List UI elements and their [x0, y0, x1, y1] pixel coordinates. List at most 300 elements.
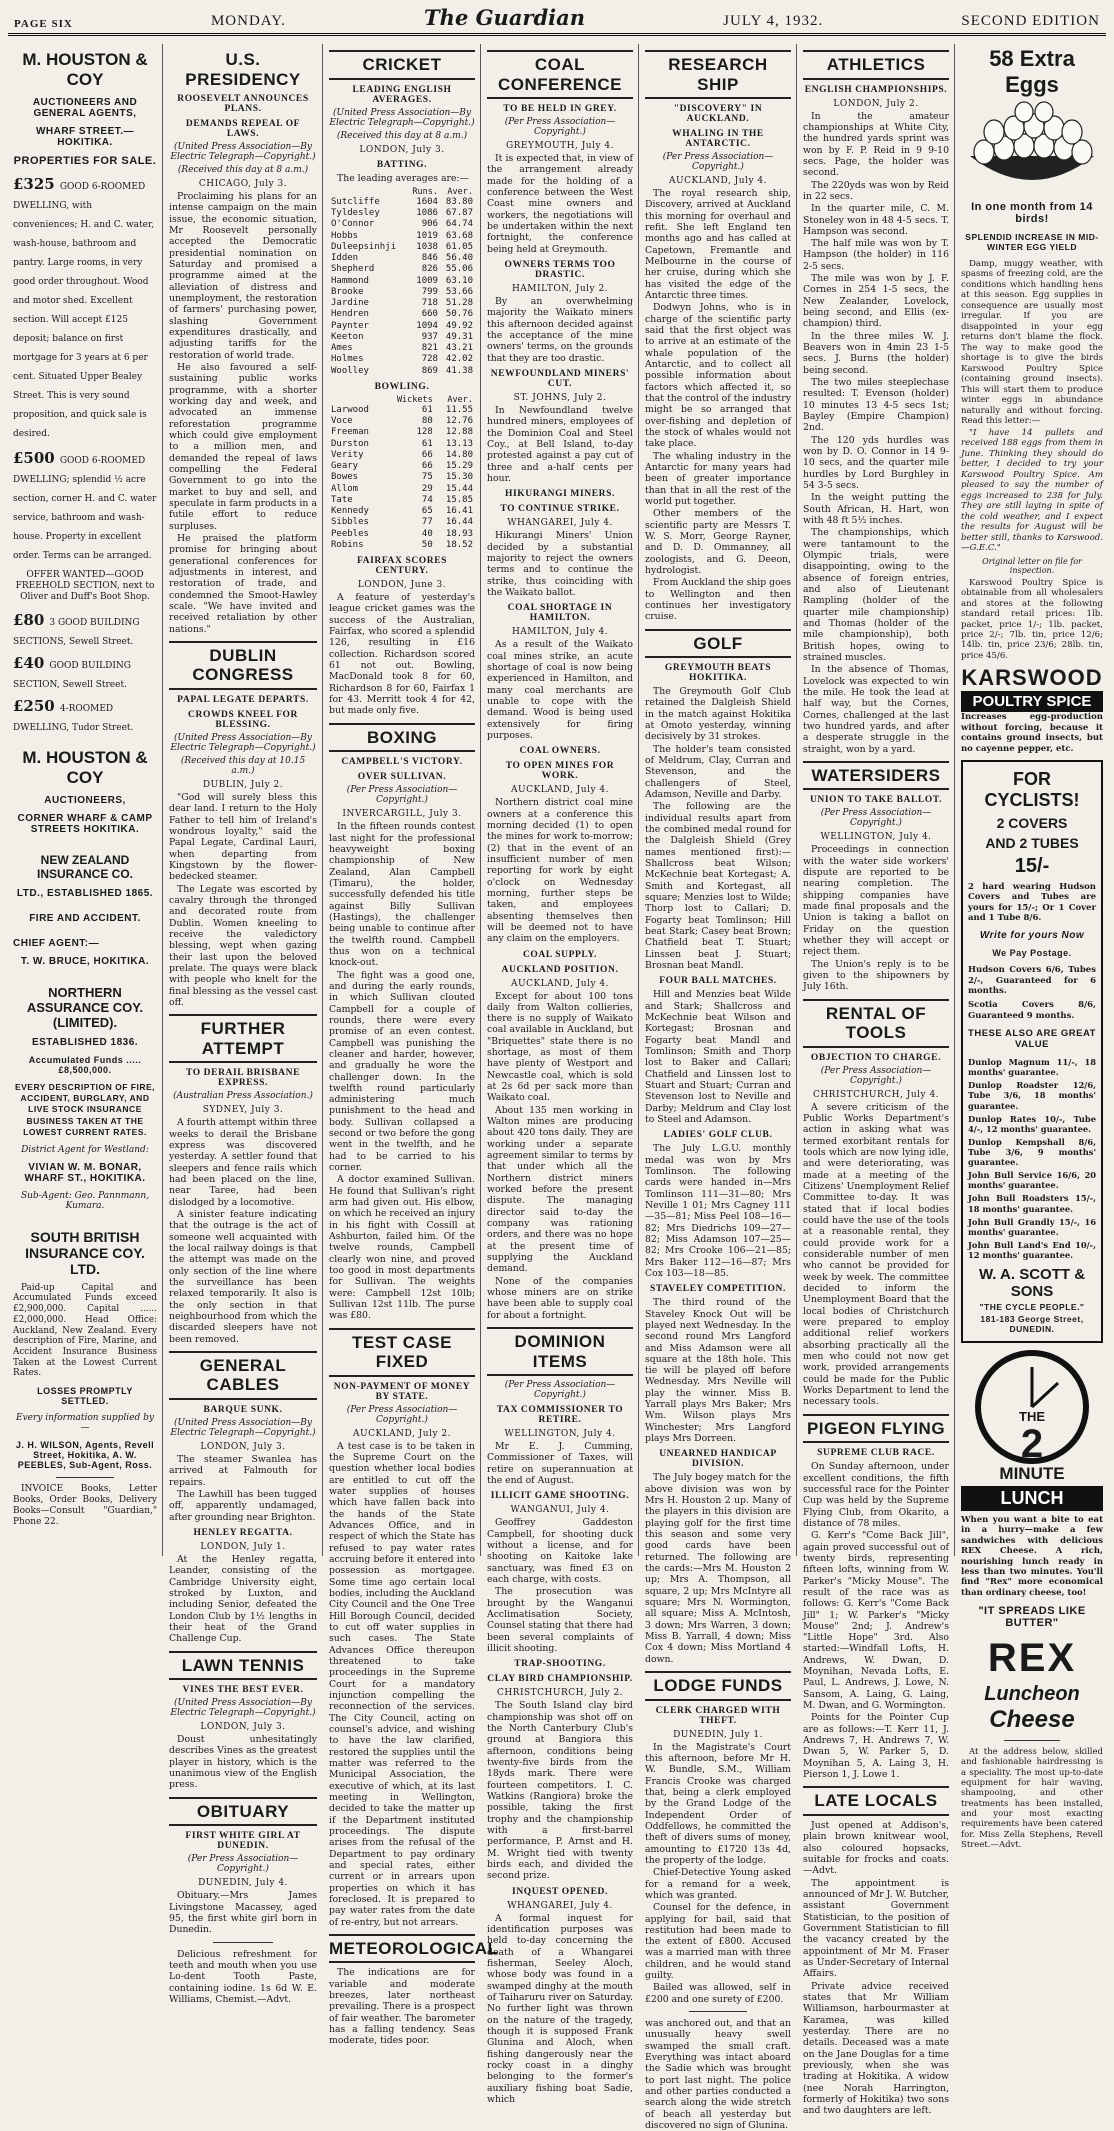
- subheading: BARQUE SUNK.: [203, 1404, 283, 1415]
- news-source: (Per Press Association— Copyright.): [346, 1404, 458, 1425]
- egg-ad-prices: Karswood Poultry Spice is obtainable from all wholesalers and stores at the following standard retail prices: 1lb. packet, price 1/-; 1lb. packet, price 2/-; 7lb. tin, price 12/6; 14lb. tin, price 23/6; 28lb. tin, price 45/6.: [961, 577, 1103, 661]
- article-paragraph: The fight was a good one, and during the early rounds, in which Sullivan clouted Campbell for a couple of rounds, there were every promise of an even contest. Campbell was punishing the cleaner and harder, however, and gradually he wore the challenger down. In the twelfth round particularly administering much punishment to the head and body. Sullivan collapsed a second or two before the gong went in the twelfth, and he had to be carried to his corner.: [329, 969, 475, 1174]
- cyclist-description: 2 hard wearing Hudson Covers and Tubes are yours for 15/-; Or 1 Cover and 1 Tube 8/6.: [968, 881, 1096, 923]
- column-rule: [954, 44, 955, 1556]
- article-paragraph: Proclaiming his plans for an intense campaign on the main issue, the economic situation, Mr Roosevelt personally accepted the Democratic presidential nomination on Saturday and promised a programme aimed at the alleviation of distress and unemployment, the restoration of farmers' purchasing power, slashing Government expenditures drastically, and adjusting tariffs for the restoration of world trade.: [169, 191, 317, 361]
- stat-value: 56.40: [445, 253, 473, 264]
- subheading: TO CONTINUE STRIKE.: [500, 504, 620, 515]
- subheading: COAL SUPPLY.: [522, 949, 598, 960]
- listing-text: OFFER WANTED—GOOD FREEHOLD SECTION, next to Oliver and Duff's Boot Shop.: [15, 570, 155, 602]
- received-time: (Received this day at 10.15 a.m.): [180, 755, 306, 776]
- stat-value: 75: [421, 472, 433, 483]
- article-paragraph: In the Magistrate's Court this afternoon, before Mr H. W. Bundle, S.M., William Francis Crooke was charged that, being a clerk employed by the Grand Lodge of the Independent Order of Oddfellows, he committed the theft of divers sums of money, amounting to £1720 13s 4d, the property of the lodge.: [645, 1741, 791, 1866]
- article-paragraph: The Lawhill has been tugged off, apparently undamaged, after grounding near Brighton.: [169, 1488, 317, 1523]
- batting-row: [329, 231, 475, 242]
- egg-ad-testimonial: "I have 14 pullets and received 188 eggs from them in June. Thinking they should do better, I decided to try your Karswood Poultry Spice. Am pleased to say the number of eggs increased to 238 for July. They are still laying in spite of the cold weather, and I expect the results for August will be better still, thanks to Karswood.—G.E.C.": [961, 427, 1103, 554]
- news-source: (United Press Association—By Electric Telegraph—Copyright.): [170, 1698, 316, 1719]
- news-source: (Per Press Association— Copyright.): [820, 1065, 932, 1086]
- article-paragraph: Except for about 100 tons daily from Walton collieries, there is no supply of Waikato coal available in Auckland, but "Briquettes" state there is no shortage, as most of them have plenty of Westport and Newcastle coal, which is sold at 2s 6d per sack more than Waikato coal.: [487, 990, 633, 1104]
- insurer-agents: J. H. WILSON, Agents, Revell Street, Hokitika, A. W. PEEBLES, Sub-Agent, Ross.: [15, 1440, 155, 1471]
- dateline: WHANGAREI, July 4.: [507, 518, 613, 529]
- column-news-4: [640, 44, 796, 2131]
- news-source: (United Press Association—By Electric Telegraph—Copyright.): [170, 732, 316, 753]
- batting-row: [329, 332, 475, 343]
- subheading: FAIRFAX SCORES CENTURY.: [356, 556, 448, 577]
- column-ads-1: [8, 44, 162, 1556]
- insurer-name: SOUTH BRITISH INSURANCE COY. LTD.: [25, 1228, 145, 1277]
- subheading: BOWLING.: [374, 381, 430, 392]
- property-listing: [13, 174, 157, 440]
- news-source: (Per Press Association— Copyright.): [187, 1854, 299, 1875]
- subheading: INQUEST OPENED.: [512, 1886, 608, 1897]
- column-ads-2: [956, 44, 1108, 1851]
- clock-icon: [962, 1349, 1102, 1409]
- rex-tagline: "IT SPREADS LIKE BUTTER": [978, 1604, 1086, 1629]
- hairdressing-advert: At the address below, skilled and fashionable hairdressing is a speciality. The most up-to-date equipment for hair waving, shampooing, and other treatments has been installed, and your most exacting requirements have been catered for. Miss Zella Stephens, Revell Street.—Advt.: [961, 1746, 1103, 1851]
- subheading: ENGLISH CHAMPIONSHIPS.: [804, 84, 948, 95]
- article-paragraph: The indications are for variable and moderate breezes, later northeast prevailing. There is a prospect of fair weather. The barometer has a falling tendency. Seas moderate, tides poor.: [329, 1967, 475, 2047]
- listing-price: £500: [13, 449, 55, 467]
- classified-advert: Delicious refreshment for teeth and mouth when you use Lo-dent Tooth Paste, containing iodine. 1s 6d W. E. Williams, Chemist.—Advt.: [169, 1948, 317, 2005]
- batting-row: [329, 219, 475, 230]
- cyclist-price: 15/-: [1014, 854, 1050, 877]
- article-paragraph: Chief-Detective Young asked for a remand for a week, which was granted.: [645, 1867, 791, 1901]
- egg-ad-tagline: In one month from 14 birds!: [971, 201, 1093, 225]
- column-rule: [162, 44, 163, 1556]
- stat-value: 18.52: [445, 539, 473, 550]
- table-header-row: [329, 187, 475, 197]
- stat-value: 128: [416, 427, 433, 438]
- news-source: (Per Press Association— Copyright.): [662, 152, 774, 173]
- subheading: TAX COMMISSIONER TO RETIRE.: [496, 1405, 624, 1426]
- list-item: John Bull Service 16/6, 20 months' guarantee.: [968, 1170, 1096, 1191]
- subheading: ROOSEVELT ANNOUNCES PLANS.: [177, 94, 309, 115]
- stat-value: 80: [421, 416, 433, 427]
- column-rule: [796, 44, 797, 1556]
- cyclist-headline: FOR CYCLISTS!: [984, 768, 1080, 810]
- player-name: Jardine: [331, 298, 369, 309]
- property-listing: [13, 610, 157, 648]
- player-name: Bowes: [331, 472, 359, 483]
- property-listing: [13, 653, 157, 691]
- article-paragraph: Northern district coal mine owners at a conference this morning decided (1) to open the mines for work to-morrow; (2) that in the event of an insufficient number of men reporting for work by eight o'clock on Wednesday morning, further steps be taken, and employees absenting themselves then will be deemed not to have any claim on the employers.: [487, 797, 633, 945]
- dateline: INVERCARGILL, July 3.: [342, 809, 462, 820]
- article-paragraph: The championships, which were tantamount to the Olympic trials, were disappointing, owing to the absence of foreign entries, and also of Lieutenant Rampling (holder of the quarter mile championship) and Thomas (holder of the mile championship), both British hopes, owing to strained muscles.: [803, 527, 949, 663]
- subheading: FOUR BALL MATCHES.: [659, 976, 777, 987]
- cheese-advert: [961, 1349, 1103, 1734]
- insurer-funds: Accumulated Funds ..... £8,500,000.: [28, 1055, 142, 1076]
- dateline: CHRISTCHURCH, July 2.: [496, 1688, 624, 1699]
- subheading: LEADING ENGLISH AVERAGES.: [352, 84, 452, 105]
- news-source: (Australian Press Association.): [173, 1091, 313, 1102]
- rex-product-line2: Cheese: [989, 1705, 1075, 1733]
- subheading: HIKURANGI MINERS.: [505, 489, 615, 500]
- article-paragraph: A fourth attempt within three weeks to derail the Brisbane express was discovered yesterday. A settler found that sleepers and fence rails which had been placed on the line, near Taree, had been dislodged by a locomotive.: [169, 1117, 317, 1208]
- article-paragraph: From Auckland the ship goes to Wellington and then continues her investigatory cruise.: [645, 577, 791, 623]
- player-name: Hobbs: [331, 230, 359, 241]
- stat-value: 51.28: [445, 298, 473, 309]
- stat-value: 821: [421, 343, 438, 354]
- cyclist-advert: [961, 760, 1103, 1343]
- list-item: Dunlop Kempshall 8/6, Tube 3/6, 9 months' guarantee.: [968, 1136, 1096, 1168]
- cyclist-subheading: THESE ALSO ARE GREAT VALUE: [968, 1028, 1096, 1051]
- subheading: OVER SULLIVAN.: [357, 772, 447, 783]
- dateline: AUCKLAND, July 2.: [353, 1428, 451, 1439]
- news-source: (Per Press Association— Copyright.): [504, 1380, 616, 1401]
- district-agent-label: District Agent for Westland:: [21, 1144, 149, 1155]
- batting-row: [329, 264, 475, 275]
- batting-row: [329, 197, 475, 208]
- article-paragraph: The appointment is announced of Mr J. W. Butcher, assistant Government Statistician, to the position of Government Statistician to fill the vacancy created by the appointment of Mr M. Fraser as Under-Secretary of Internal Affairs.: [803, 1877, 950, 1980]
- stat-value: 1094: [416, 320, 438, 331]
- lunch-ad-word: MINUTE: [999, 1464, 1065, 1484]
- dateline: GREYMOUTH, July 4.: [505, 141, 615, 152]
- edition-label: SECOND EDITION: [961, 13, 1100, 29]
- dateline: WELLINGTON, July 4.: [504, 1429, 616, 1440]
- batting-row: [329, 276, 475, 287]
- dateline: AUCKLAND, July 4.: [669, 176, 767, 187]
- egg-ad-headline: 58 Extra Eggs: [989, 46, 1075, 97]
- headline: TEST CASE FIXED: [329, 1328, 475, 1377]
- subheading: OWNERS TERMS TOO DRASTIC.: [504, 260, 616, 281]
- article-paragraph: The third round of the Staveley Knock Out will be played next Wednesday. In the second round Mrs Langford and Miss Adamson were all square at the 18th hole. This tie will be played off before Wednesday. Mrs Neville will play the winner. Miss B. Yarrall plays Mrs Baker; Mrs Wm. Wilson plays Mrs Winchester; Mrs Langford plays Mrs Dorreen.: [645, 1297, 791, 1445]
- headline: BOXING: [329, 723, 475, 753]
- district-agent-name: VIVIAN W. M. BONAR, WHARF ST., HOKITIKA.: [24, 1161, 146, 1184]
- column-news-3: [482, 44, 638, 2105]
- bowling-row: [329, 472, 475, 483]
- bowling-row: [329, 427, 475, 438]
- cyclist-offer: AND 2 TUBES: [985, 834, 1079, 851]
- headline: DOMINION ITEMS: [487, 1327, 633, 1376]
- property-listing: [13, 448, 157, 562]
- article-paragraph: In the quarter mile, C. M. Stoneley won in 48 4-5 secs. T. Hampson was second.: [803, 203, 949, 237]
- article-paragraph: The prosecution was brought by the Wanganui Acclimatisation Society, Counsel stating that there had been several complaints of illicit shooting.: [487, 1586, 633, 1655]
- cyclist-offer: 2 COVERS: [996, 814, 1068, 831]
- eggs: [974, 102, 1092, 164]
- dateline: DUNEDIN, July 1.: [673, 1729, 763, 1740]
- player-name: Duleepsinhji: [331, 241, 397, 252]
- batting-row: [329, 208, 475, 219]
- player-name: Tyldesley: [331, 208, 380, 219]
- subheading: "DISCOVERY" IN AUCKLAND.: [673, 104, 763, 125]
- firm-address: CORNER WHARF & CAMP STREETS HOKITIKA.: [17, 813, 153, 836]
- article-paragraph: A severe criticism of the Public Works Department's action in asking what was termed exorbitant rentals for tools which are now lying idle, and were deteriorating, was made at a meeting of the Citizens' Unemployment Relief Committee to-day. It was stated that if local bodies could have the use of the tools at a reasonable rental, they could provide work for a considerable number of men who cannot be provided for week by week. The committee decided to inform the Unemployment Board that the local bodies of Christchurch were prepared to employ additional relief workers absorbing practically all the men who could not now get work, provided arrangements could be made for the Public Works Department to lend the necessary tools.: [803, 1101, 949, 1408]
- brand-tagline: Increases egg-production without forcing, because it contains ground insects, but no cayenne pepper, etc.: [961, 712, 1103, 754]
- dateline: HAMILTON, July 4.: [511, 627, 609, 638]
- article-paragraph: The 220yds was won by Reid in 22 secs.: [803, 179, 949, 202]
- player-name: Allom: [331, 483, 359, 494]
- dateline: LONDON, June 3.: [357, 580, 447, 591]
- headline: LODGE FUNDS: [645, 1671, 791, 1701]
- headline: OBITUARY: [169, 1797, 317, 1827]
- batting-row: [329, 253, 475, 264]
- headline: RENTAL OF TOOLS: [803, 999, 949, 1048]
- article-paragraph: Obituary.—Mrs James Livingstone Macassey, aged 95, the first white girl born in Dunedin.: [169, 1890, 317, 1936]
- article-paragraph: The steamer Swanlea has arrived at Falmouth for repairs.: [169, 1453, 317, 1488]
- article-paragraph: Dodwyn Johns, who is in charge of the scientific party said that the first object was to arrive at an estimate of the whale population of the Antarctic, and to collect all possible information about factors which affected it, so that the control of the industry might be so arranged that over-fishing and depletion of the stock of whales would not take place.: [645, 302, 791, 450]
- stat-value: 66: [421, 449, 433, 460]
- player-name: Voce: [331, 416, 353, 427]
- article-paragraph: The half mile was won by T. Hampson (the holder) in 116 2-5 secs.: [803, 238, 949, 272]
- subheading: TO DERAIL BRISBANE EXPRESS.: [185, 1068, 301, 1089]
- player-name: Kennedy: [331, 506, 369, 517]
- article-paragraph: The South Island clay bird championship was shot off on the North Canterbury Club's ground at Bangiora this afternoon, conditions being twenty-five birds from the 18yds mark. There were fourteen competitors. I. C. Watkins (Rangiora) broke the possible, taking the first trophy and the championship with a first-barrel performance, P. Arnst and H. M. Wright tied with twenty birds each, and divided the second prize.: [487, 1700, 633, 1882]
- article-paragraph: In the three miles W. J. Beavers won in 4min 23 1-5 secs. J. Burns (the holder) being second.: [803, 330, 949, 376]
- insurer-name: NEW ZEALAND INSURANCE CO.: [36, 853, 133, 882]
- subheading: FIRST WHITE GIRL AT DUNEDIN.: [185, 1831, 301, 1852]
- property-listing: [13, 696, 157, 734]
- stat-value: 61: [421, 438, 433, 449]
- news-source: (Per Press Association— Copyright.): [504, 117, 616, 138]
- subheading: GREYMOUTH BEATS HOKITIKA.: [664, 663, 772, 684]
- column-rule: [480, 44, 481, 1556]
- subheading: UNEARNED HANDICAP DIVISION.: [659, 1449, 777, 1470]
- subheading: BATTING.: [376, 159, 428, 170]
- player-name: Idden: [331, 253, 359, 264]
- player-name: Larwood: [331, 404, 369, 415]
- subheading: COAL OWNERS.: [519, 746, 601, 757]
- subheading: NEWFOUNDLAND MINERS' CUT.: [490, 369, 630, 390]
- article-paragraph: The royal research ship, Discovery, arrived at Auckland this morning for overhaul and refit. She left England ten months ago and has called at Capetown, Fremantle and Melbourne in the course of her cruise, during which she has visited the edge of the Antarctic three times.: [645, 188, 791, 302]
- player-name: Ames: [331, 343, 353, 354]
- article-paragraph: The Legate was escorted by cavalry through the thronged and decorated route from Dublin. Women kneeling to receive the valedictory blessing, wept when gazing their last upon the beloved prelate. The quays were black with people who knelt for the final blessing as the vessel cast off.: [169, 883, 317, 1008]
- stat-value: 53.66: [445, 286, 473, 297]
- article-paragraph: G. Kerr's "Come Back Jill", again proved successful out of twenty birds, representing fifteen lofts, winning from W. Parker's "Micky Mouse". The result of the race was as follows: G. Kerr's "Come Back Jill" 1; W. Parker's "Micky Mouse" 2nd; J. Andrew's "Little Hope" 3rd. Also started:—Windfall Lofts, H. Andrews, W. Dwan, D. Moynihan, Nevada Lofts, E. Paul, L. Andrews, J. Lowe, N. Sansom, A. Laing, G. Laing, M. Dwan, and G. Wormington.: [803, 1530, 949, 1712]
- article-paragraph: In the weight putting the South African, H. Hart, won with 48 ft 5½ inches.: [803, 492, 949, 527]
- dateline: LONDON, July 3.: [200, 1441, 286, 1452]
- firm-subtitle: AUCTIONEERS,: [44, 795, 126, 807]
- player-name: Shepherd: [331, 264, 375, 275]
- stat-value: 1604: [416, 196, 438, 207]
- stat-value: 66: [421, 461, 433, 472]
- stat-value: 61.05: [445, 241, 473, 252]
- bowling-row: [329, 405, 475, 416]
- insurer-lines: FIRE AND ACCIDENT.: [29, 913, 141, 925]
- firm-name: M. HOUSTON & COY: [22, 748, 148, 788]
- column-header: Aver.: [447, 394, 473, 405]
- stat-value: 906: [421, 219, 438, 230]
- subheading: CROWDS KNEEL FOR BLESSING.: [188, 709, 298, 730]
- masthead: [8, 6, 1106, 36]
- article-paragraph: At the Henley regatta, Leander, consisting of the Cambridge University eight, stroked by Luxton, and including Senior, defeated the London Club by 1½ lengths in their heat of the Grand Challenge Cup.: [169, 1553, 317, 1645]
- cyclist-firm-tagline: "THE CYCLE PEOPLE.": [979, 1302, 1085, 1313]
- list-item: Dunlop Roadster 12/6, Tube 3/6, 18 months' guarantee.: [968, 1080, 1096, 1111]
- subheading: TO OPEN MINES FOR WORK.: [505, 761, 615, 782]
- stat-value: 869: [421, 365, 438, 376]
- article-paragraph: A sinister feature indicating that the outrage is the act of someone well acquainted with the local railway doings is that the attempt was made on the only section of the line where the surveillance has been relaxed temporarily. It also is the only section in that neighbourhood from which the discarded sleepers have not been removed.: [169, 1208, 317, 1345]
- egg-basket-illustration: [962, 104, 1102, 194]
- column-header: Aver.: [447, 186, 473, 197]
- stat-value: 64.74: [445, 219, 473, 230]
- subheading: CAMPBELL'S VICTORY.: [341, 757, 463, 768]
- player-name: Hammond: [331, 275, 369, 286]
- lunch-ad-word: THE: [1019, 1409, 1045, 1425]
- bowling-row: [329, 495, 475, 506]
- player-name: Verity: [331, 449, 364, 460]
- news-source: (United Press Association—By Electric Telegraph—Copyright.): [170, 1417, 316, 1438]
- batting-row: [329, 298, 475, 309]
- article-paragraph: The following are the individual results apart from the combined medal round for the Dalgleish Shield (Grey names mentioned first):—Shallcross beat Wilson; McKechnie beat Kortegast; A. Smith and Kortegast, all square; Menzies lost to Wilde; Thorp lost to Callari; D. Fogarty beat Tomlinson; Hill beat Stark; Casey beat Brown; Chatfield beat T. Stuart; Linssen beat J. Stuart; Brosnan beat Mandl.: [645, 801, 791, 971]
- player-name: Sibbles: [331, 517, 369, 528]
- stat-value: 1019: [416, 230, 438, 241]
- article-paragraph: As a result of the Waikato coal mines strike, an acute shortage of coal is now being experienced in Hamilton, and many coal merchants are unable to cope with the demand. Wood is being used extensively for firing purposes.: [487, 639, 633, 741]
- listing-price: £40: [13, 654, 45, 673]
- bowling-averages-table: [329, 395, 475, 551]
- stat-value: 40: [421, 528, 433, 539]
- player-name: Robins: [331, 539, 364, 550]
- dateline: WELLINGTON, July 4.: [820, 832, 932, 843]
- headline: LAWN TENNIS: [169, 1651, 317, 1681]
- article-paragraph: A formal inquest for identification purposes was held to-day concerning the death of a Whangarei fisherman, Seeley Aloch, whose body was found in a swamped dinghy at the mouth of Taiharuru river on Saturday. No further light was thrown on the nature of the tragedy, though it is supposed Frank Glunina and Aloch, when fishing dangerously near the rocky coast in a dinghy belonging to the former's auxiliary fishing boat Sadie, which: [487, 1912, 633, 2105]
- cyclist-firm-address: 181-183 George Street, DUNEDIN.: [980, 1314, 1084, 1335]
- player-name: Brooke: [331, 286, 364, 297]
- stat-value: 728: [421, 354, 438, 365]
- stat-value: 49.92: [445, 320, 473, 331]
- headline: CRICKET: [329, 50, 475, 80]
- subheading: DEMANDS REPEAL OF LAWS.: [185, 119, 301, 140]
- headline: ATHLETICS: [803, 50, 949, 80]
- lunch-ad-number: 2: [1020, 1422, 1044, 1467]
- headline: RESEARCH SHIP: [645, 50, 791, 99]
- article-paragraph: was anchored out, and that an unusually heavy swell swamped the small craft. Everything was intact aboard the Sadie which was brought to port last night. The police and other parties conducted a search along the wide stretch of beach all yesterday but discovered no sign of Glunina.: [645, 2018, 791, 2131]
- article-paragraph: In the amateur championships at White City, the hundred yards sprint was won by F. P. Reid in 9 9-10 secs. Page, the holder was second.: [803, 110, 949, 179]
- stat-value: 49.31: [445, 331, 473, 342]
- article-paragraph: The Union's reply is to be given to the shipowners by July 16th.: [803, 958, 949, 993]
- headline: PIGEON FLYING: [803, 1414, 949, 1444]
- player-name: Geary: [331, 461, 359, 472]
- player-name: Durston: [331, 438, 369, 449]
- stat-value: 77: [421, 517, 433, 528]
- dateline: AUCKLAND, July 4.: [511, 978, 609, 989]
- cyclist-cta: Write for yours Now: [979, 930, 1085, 942]
- stat-value: 1086: [416, 208, 438, 219]
- article-paragraph: Private advice received states that Mr William Williamson, harbourmaster at Karamea, was killed yesterday. There are no details. Deceased was a mate on the Jane Douglas for a time previously, when she was trading at Hokitika. A widow (nee Norah Harrington, formerly of Hokitika) two sons and two daughters are left.: [803, 1980, 949, 2117]
- stat-value: 15.30: [445, 472, 473, 483]
- bowling-row: [329, 506, 475, 517]
- list-item: Hudson Covers 6/6, Tubes 2/-, Guaranteed for 6 months.: [968, 965, 1096, 997]
- article-paragraph: Just opened at Addison's, plain brown knitwear wool, also coloured hopsacks, suitable for frocks and coats.—Advt.: [803, 1819, 949, 1877]
- divider: [56, 1477, 114, 1478]
- firm-subtitle: AUCTIONEERS AND GENERAL AGENTS,: [32, 97, 138, 119]
- stat-value: 67.87: [445, 208, 473, 219]
- headline: METEOROLOGICAL: [329, 1934, 475, 1964]
- headline: WATERSIDERS: [803, 761, 949, 791]
- dateline: LONDON, July 3.: [200, 1722, 286, 1733]
- received-time: (Received this day at 8 a.m.): [177, 165, 309, 176]
- bowling-row: [329, 450, 475, 461]
- dateline: CHRISTCHURCH, July 4.: [812, 1089, 940, 1100]
- bowling-row: [329, 461, 475, 472]
- printing-advert: INVOICE Books, Letter Books, Order Books, Delivery Books—Consult "Guardian," Phone 22.: [13, 1484, 157, 1527]
- received-time: (Received this day at 8 a.m.): [336, 130, 468, 141]
- batting-rows: [329, 197, 475, 377]
- article-paragraph: The two miles steeplechase resulted: T. Evenson (holder) 10 minutes 13 4-5 secs 1st; Bayley (Empire Champion) 2nd.: [803, 377, 949, 434]
- player-name: Freeman: [331, 427, 369, 438]
- column-header: Runs.: [412, 186, 438, 197]
- subheading: CLERK CHARGED WITH THEFT.: [655, 1705, 781, 1726]
- article-paragraph: Bailed was allowed, self in £200 and one surety of £200.: [645, 1982, 791, 2005]
- egg-ad-body: Damp, muggy weather, with spasms of freezing cold, are the conditions which handling hens at this season. Egg supplies in consequence are usually most irregular. If you are disappointed in your egg returns don't blame the flock. The way to make good the shortage is to give the birds Karswood Poultry Spice (containing ground insects). This will start them to produce winter eggs in abundance naturally and without forcing. Read this letter:—: [961, 259, 1103, 427]
- article-paragraph: A test case is to be taken in the Supreme Court on the question whether local bodies are entitled to cut off the water supplies of houses which have fallen back into the hands of the State Advances Office, and in respect of which the State has refused to pay water rates accruing before it entered into possession as mortgagee. Some time ago certain local bodies, including the Auckland City Council and the One Tree Hill Borough Council, decided to cut off water supplies in such cases. The State Advances Office thereupon threatened to take proceedings in the Supreme Court for a mandatory injunction compelling the reconnection of the services. The City Council, acting on counsel's advice, and wishing to have the law clarified, restored the supplies until the matter was referred to the Municipal Association, the executive of which, at its last meeting in Wellington, decided to take the matter up if the Department instituted proceedings. The dispute arises from the refusal of the Department to pay ordinary and special rates, either current or in arrears upon properties on which it has foreclosed. It is prepared to pay water rates from the date of re-entry, but not arrears.: [329, 1440, 475, 1928]
- article-paragraph: Geoffrey Gaddeston Campbell, for shooting duck without a license, and for shooting on Kaitoke lake sanctuary, was fined £3 on each charge, with costs.: [487, 1517, 633, 1586]
- player-name: Sutcliffe: [331, 196, 380, 207]
- listing-price: £325: [13, 175, 55, 193]
- stat-value: 55.06: [445, 264, 473, 275]
- egg-ad-subheading: SPLENDID INCREASE IN MID-WINTER EGG YIELD: [965, 232, 1099, 252]
- article-paragraph: The July L.G.U. monthly medal was won by Mrs Tomlinson. The following cards were handed in—Mrs Tomlinson 111—31—80; Mrs Neville 1 01; Mrs Cagney 111—35—81; Miss Peel 108—16—82; Mrs Diedrichs 109—27—82; Miss Adamson 107—25—82; Mrs Crooke 106—21—85; Mrs Baker 112—16—87; Mrs Cox 103—18—85.: [645, 1143, 791, 1279]
- stat-value: 11.55: [445, 404, 473, 415]
- cyclist-postage: We Pay Postage.: [992, 948, 1072, 959]
- stat-value: 65: [421, 506, 433, 517]
- article-paragraph: The whaling industry in the Antarctic for many years had been of greater importance than that in all the rest of the world put together.: [645, 450, 791, 507]
- batting-row: [329, 354, 475, 365]
- subheading: AUCKLAND POSITION.: [501, 964, 619, 975]
- article-paragraph: The 120 yds hurdles was won by D. O. Connor in 14 9-10 secs, and the quarter mile hurdles by Lord Burghley in 54 3-5 secs.: [803, 434, 949, 492]
- headline: FURTHER ATTEMPT: [169, 1014, 317, 1063]
- player-name: Keeton: [331, 331, 364, 342]
- article-paragraph: The July bogey match for the above division was won by Mrs H. Houston 2 up. Many of the players in this division are playing golf for the first time this season and some very good cards have been returned. The following are the cards:—Mrs M. Houston 2 up; Mrs A. Thompson, all square, 2 up; Mrs McIntyre all square; Mrs N. Wormington, all square; Miss A. McIntosh, 3 down; Mrs Warren, 3 down; Miss B. Yarrall, 4 down; Miss Cox 4 down; Miss Mortland 4 down.: [645, 1472, 791, 1665]
- brand-logo: KARSWOOD: [961, 665, 1103, 691]
- column-news-5: [798, 44, 954, 2117]
- stat-value: 1009: [416, 275, 438, 286]
- lunch-ad-banner: LUNCH: [961, 1486, 1103, 1511]
- stat-value: 14.80: [445, 449, 473, 460]
- subheading: TRAP-SHOOTING.: [514, 1659, 606, 1670]
- bowling-row: [329, 439, 475, 450]
- stat-value: 43.21: [445, 343, 473, 354]
- article-paragraph: About 135 men working in Walton mines are producing about 420 tons daily. They are working under a separate agreement similar to terms by that under which all the Northern district miners worked before the present dispute. The managing director said to-day the company was rationing orders, and there was no hope at the present time of supplying the Auckland demand.: [487, 1104, 633, 1275]
- stat-value: 18.93: [445, 528, 473, 539]
- stat-value: 63.68: [445, 230, 473, 241]
- listing-text: GOOD 6-ROOMED DWELLING; splendid ½ acre section, corner H. and C. water service, bathroom and wash-house. Property in excellent order. Terms can be arranged.: [13, 456, 157, 561]
- stat-value: 718: [421, 298, 438, 309]
- batting-averages-table: [329, 187, 475, 377]
- listing-text: 3 GOOD BUILDING SECTIONS, Sewell Street.: [13, 618, 140, 648]
- player-name: Tate: [331, 494, 353, 505]
- stat-value: 16.44: [445, 517, 473, 528]
- stat-value: 13.13: [445, 438, 473, 449]
- stat-value: 61: [421, 404, 433, 415]
- newspaper-title: The Guardian: [424, 5, 586, 30]
- subheading: VINES THE BEST EVER.: [182, 1685, 304, 1696]
- headline: GOLF: [645, 629, 791, 659]
- stat-value: 15.44: [445, 483, 473, 494]
- page-number: PAGE SIX: [14, 18, 73, 30]
- article-paragraph: The leading averages are:—: [337, 172, 469, 184]
- dateline: WHANGAREI, July 4.: [507, 1900, 613, 1911]
- stat-value: 16.41: [445, 506, 473, 517]
- listing-price: £250: [13, 697, 55, 716]
- issue-day: MONDAY.: [210, 13, 286, 29]
- article-paragraph: In Newfoundland twelve hundred miners, employees of the Dominion Coal and Steel Coy., at Bell Island, to-day protested against a pay cut of three and a-half cents per hour.: [487, 405, 633, 484]
- stat-value: 12.88: [445, 427, 473, 438]
- stat-value: 15.85: [445, 494, 473, 505]
- dateline: AUCKLAND, July 4.: [511, 785, 609, 796]
- dateline: DUBLIN, July 2.: [202, 779, 284, 790]
- bowling-rows: [329, 405, 475, 551]
- subheading: TO BE HELD IN GREY.: [503, 104, 617, 115]
- batting-row: [329, 242, 475, 253]
- dateline: LONDON, July 3.: [359, 144, 445, 155]
- column-news-1: [164, 44, 322, 2005]
- stat-value: 50.76: [445, 309, 473, 320]
- list-item: Dunlop Magnum 11/-, 18 months' guarantee.: [968, 1057, 1096, 1078]
- article-paragraph: A doctor examined Sullivan. He found that Sullivan's right arm had given out. His elbow, on which he received an injury in his fight with Cossill at Ashburton, failed him. Of the twelve rounds, Campbell clearly won nine, and proved too good in most departments for Sullivan. The weights were: Campbell 12st 10lb; Sullivan 12st 11lb. The purse was £80.: [329, 1174, 475, 1322]
- dateline: WANGANUI, July 4.: [510, 1505, 610, 1516]
- stat-value: 83.80: [445, 196, 473, 207]
- subheading: HENLEY REGATTA.: [193, 1527, 293, 1538]
- insurer-info: Every information supplied by—: [16, 1413, 154, 1434]
